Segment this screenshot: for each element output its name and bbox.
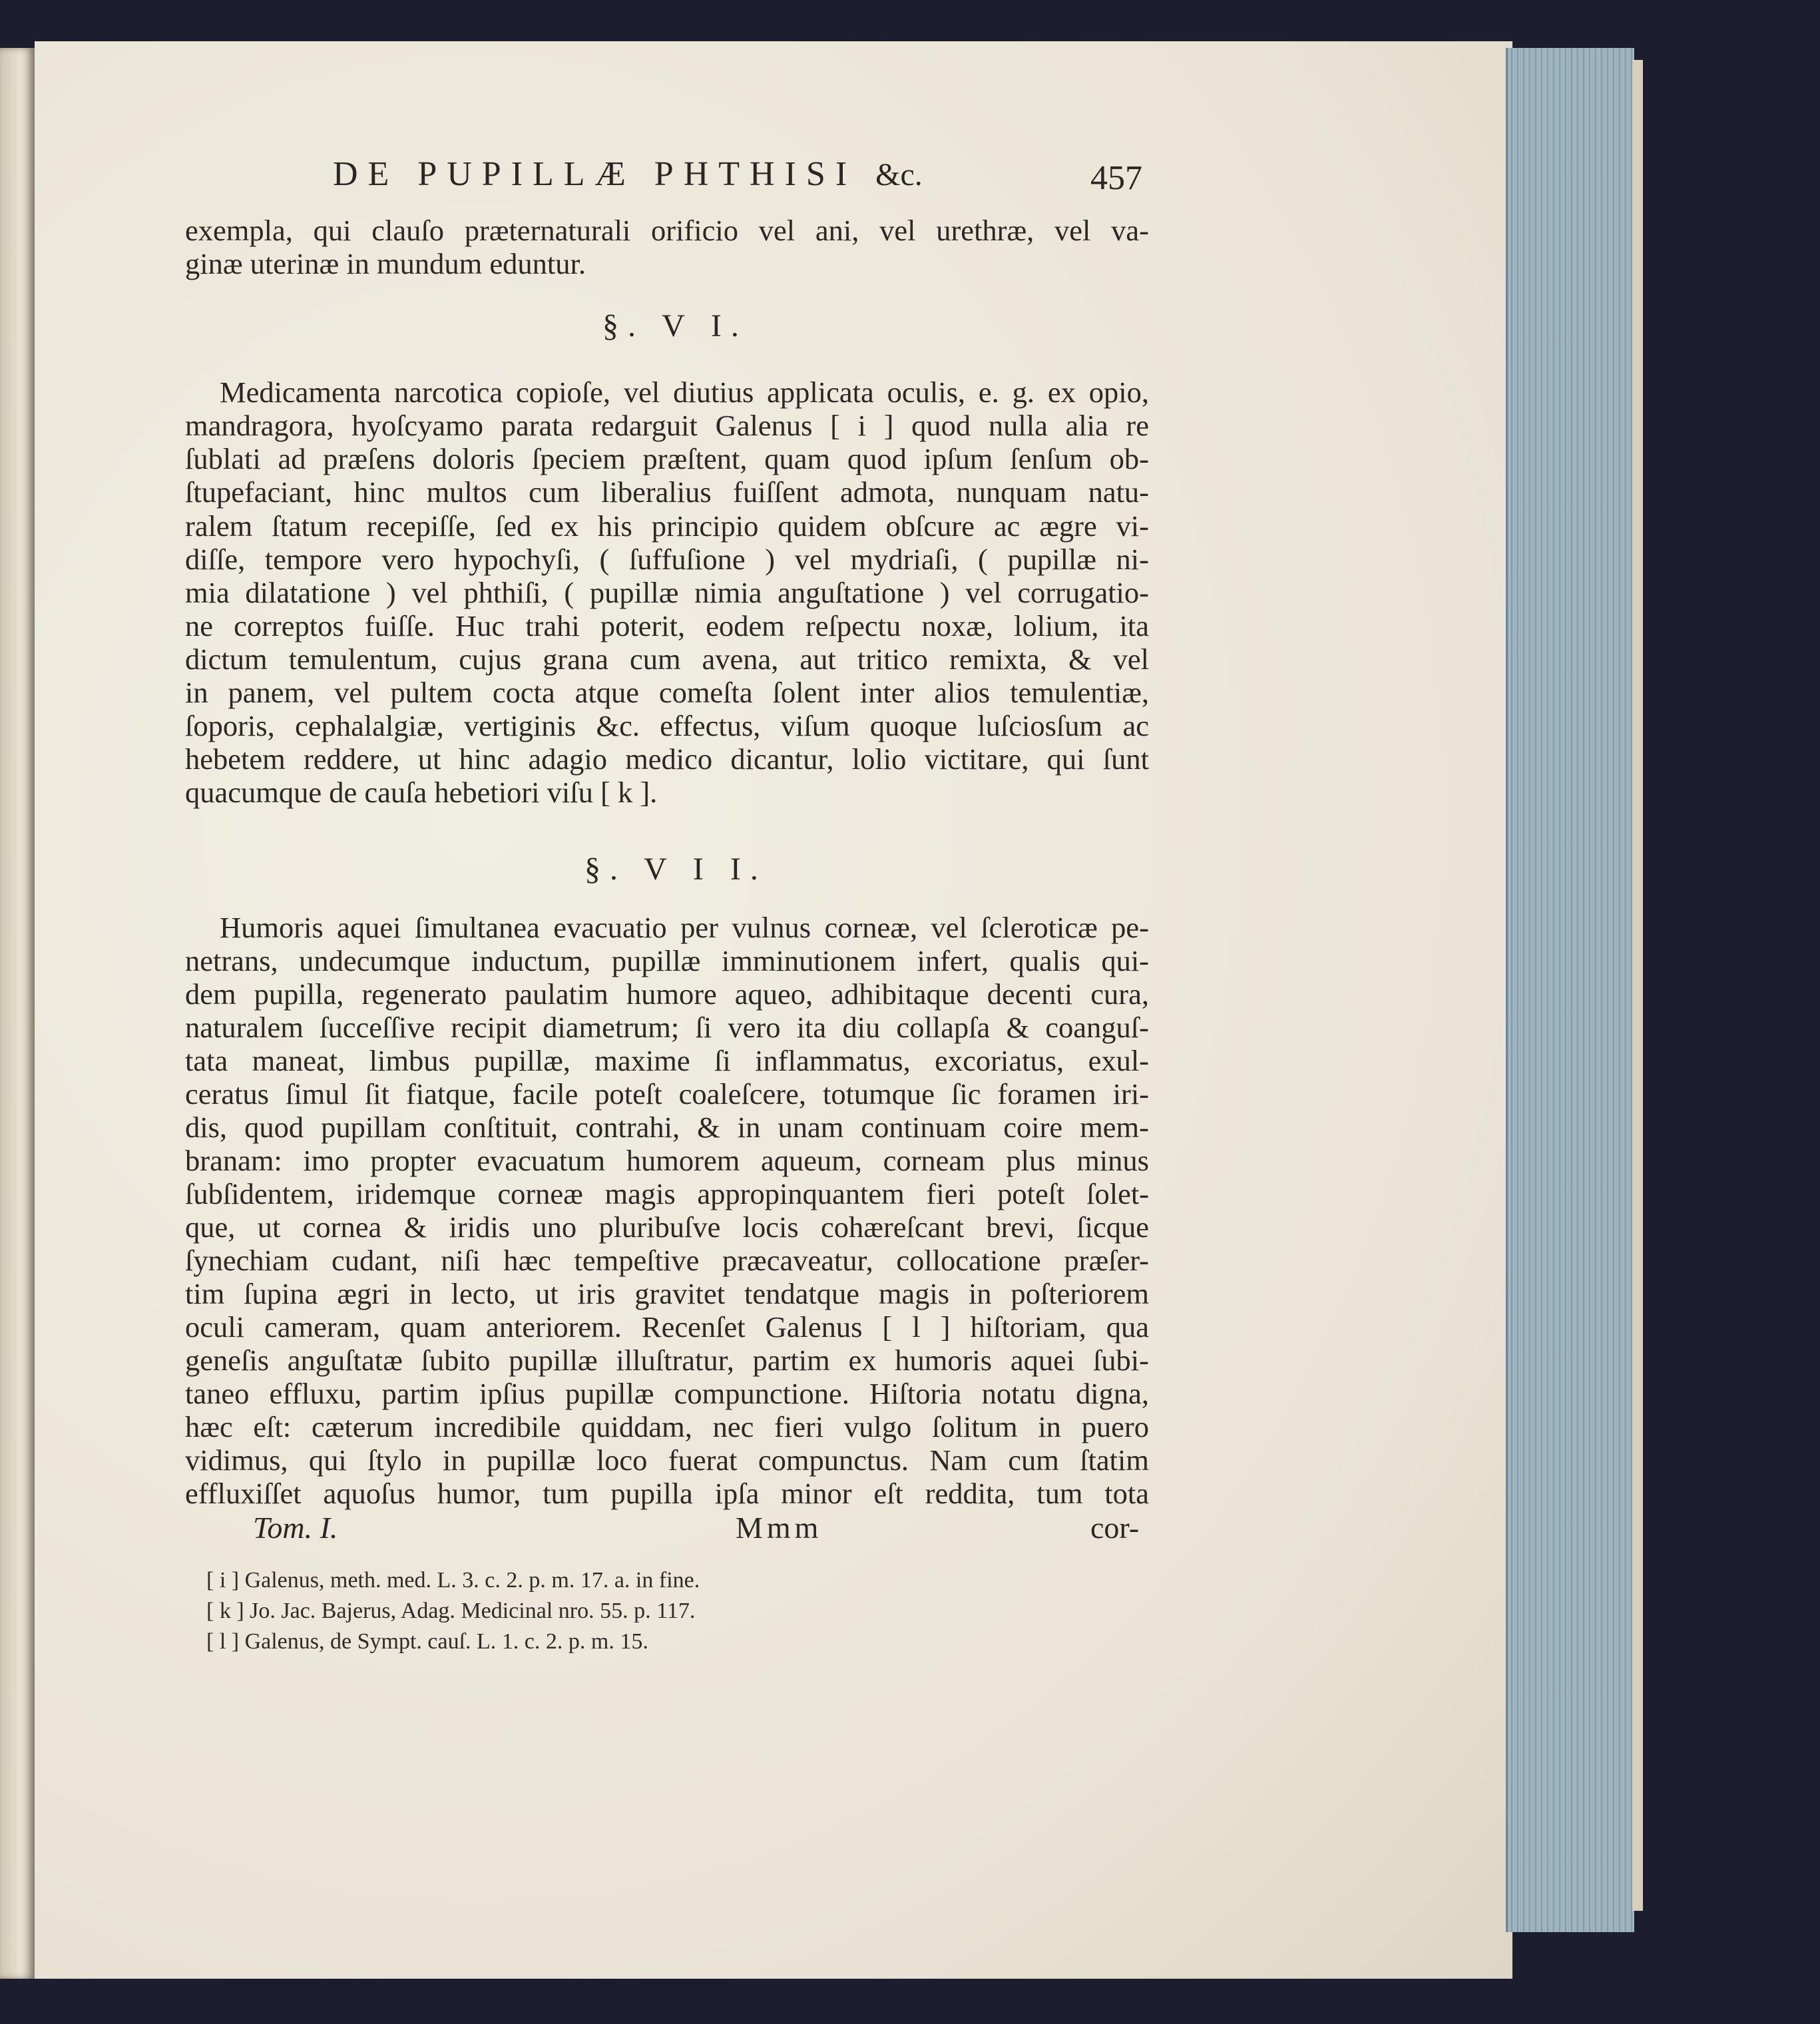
- text-line: ſoporis, cephalalgiæ, vertiginis &c. effectus, viſum quoque luſciosſum ac: [185, 709, 1149, 742]
- text-line: geneſis anguſtatæ ſubito pupillæ illuſtratur, partim ex humoris aquei ſubi-: [185, 1344, 1149, 1377]
- text-line: Medicamenta narcotica copioſe, vel diutius applicata oculis, e. g. ex opio,: [220, 376, 1149, 409]
- text-line: hebetem reddere, ut hinc adagio medico dicantur, lolio victitare, qui ſunt: [185, 742, 1149, 776]
- page-number: 457: [1090, 159, 1142, 197]
- footnote: [ i ] Galenus, meth. med. L. 3. c. 2. p. m. 17. a. in fine.: [206, 1568, 700, 1593]
- facing-page-edge: [0, 48, 35, 1979]
- text-line: netrans, undecumque inductum, pupillæ imminutionem infert, qualis qui-: [185, 944, 1149, 977]
- volume-label: Tom. I.: [253, 1511, 338, 1545]
- text-line: tata maneat, limbus pupillæ, maxime ſi inflammatus, excoriatus, exul-: [185, 1044, 1149, 1077]
- page-block-edges: [1506, 48, 1634, 1932]
- text-line: taneo effluxu, partim ipſius pupillæ compunctione. Hiſtoria notatu digna,: [185, 1377, 1149, 1410]
- text-line: dem pupilla, regenerato paulatim humore aqueo, adhibitaque decenti cura,: [185, 977, 1149, 1011]
- text-line: ne correptos fuiſſe. Huc trahi poterit, eodem reſpectu noxæ, lolium, ita: [185, 609, 1149, 642]
- running-head-suffix: &c.: [875, 157, 923, 192]
- text-line: ſynechiam cudant, niſi hæc tempeſtive præcaveatur, collocatione præſer-: [185, 1244, 1149, 1277]
- text-line: naturalem ſucceſſive recipit diametrum; ſi vero ita diu collapſa & coanguſ-: [185, 1011, 1149, 1044]
- text-line: que, ut cornea & iridis uno pluribuſve locis cohæreſcant brevi, ſicque: [185, 1210, 1149, 1244]
- text-line: branam: imo propter evacuatum humorem aqueum, corneam plus minus: [185, 1144, 1149, 1177]
- text-line: ceratus ſimul ſit fiatque, facile poteſt coaleſcere, totumque ſic foramen iri-: [185, 1077, 1149, 1111]
- book-cover-edge: [1632, 60, 1643, 1911]
- text-line: ralem ſtatum recepiſſe, ſed ex his principio quidem obſcure ac ægre vi-: [185, 509, 1149, 543]
- text-line: ginæ uterinæ in mundum eduntur.: [185, 247, 586, 280]
- text-line: diſſe, tempore vero hypochyſi, ( ſuffuſione ) vel mydriaſi, ( pupillæ ni-: [185, 543, 1149, 576]
- text-line: oculi cameram, quam anteriorem. Recenſet Galenus [ l ] hiſtoriam, qua: [185, 1310, 1149, 1344]
- signature-mark: Mmm: [736, 1511, 823, 1545]
- text-line: Humoris aquei ſimultanea evacuatio per vulnus corneæ, vel ſcleroticæ pe-: [220, 911, 1149, 944]
- footnote: [ k ] Jo. Jac. Bajerus, Adag. Medicinal nro. 55. p. 117.: [206, 1599, 696, 1623]
- section-heading-7: §. V I I.: [584, 852, 768, 887]
- text-line: tim ſupina ægri in lecto, ut iris gravitet tendatque magis in poſteriorem: [185, 1277, 1149, 1310]
- text-line: dictum temulentum, cujus grana cum avena, aut tritico remixta, & vel: [185, 642, 1149, 676]
- text-line: quacumque de cauſa hebetiori viſu [ k ].: [185, 776, 658, 809]
- text-line: effluxiſſet aquoſus humor, tum pupilla ipſa minor eſt reddita, tum tota: [185, 1477, 1149, 1510]
- text-line: ſublati ad præſens doloris ſpeciem præſtent, quam quod ipſum ſenſum ob-: [185, 442, 1149, 475]
- text-line: hæc eſt: cæterum incredibile quiddam, nec fieri vulgo ſolitum in puero: [185, 1410, 1149, 1443]
- text-line: mandragora, hyoſcyamo parata redarguit Galenus [ i ] quod nulla alia re: [185, 409, 1149, 442]
- section-heading-6: §. V I.: [602, 308, 748, 344]
- text-line: mia dilatatione ) vel phthiſi, ( pupillæ nimia anguſtatione ) vel corrugatio-: [185, 576, 1149, 609]
- catchword: cor-: [1090, 1511, 1140, 1545]
- running-head: DE PUPILLÆ PHTHISI &c.: [333, 155, 923, 193]
- text-line: dis, quod pupillam conſtituit, contrahi, & in unam continuam coire mem-: [185, 1111, 1149, 1144]
- text-line: ſubſidentem, iridemque corneæ magis appropinquantem fieri poteſt ſolet-: [185, 1177, 1149, 1210]
- text-line: vidimus, qui ſtylo in pupillæ loco fuerat compunctus. Nam cum ſtatim: [185, 1443, 1149, 1477]
- text-line: in panem, vel pultem cocta atque comeſta ſolent inter alios temulentiæ,: [185, 676, 1149, 709]
- text-line: exempla, qui clauſo præternaturali orificio vel ani, vel urethræ, vel va-: [185, 214, 1149, 247]
- text-line: ſtupefaciant, hinc multos cum liberalius fuiſſent admota, nunquam natu-: [185, 475, 1149, 509]
- footnote: [ l ] Galenus, de Sympt. cauſ. L. 1. c. 2. p. m. 15.: [206, 1629, 648, 1654]
